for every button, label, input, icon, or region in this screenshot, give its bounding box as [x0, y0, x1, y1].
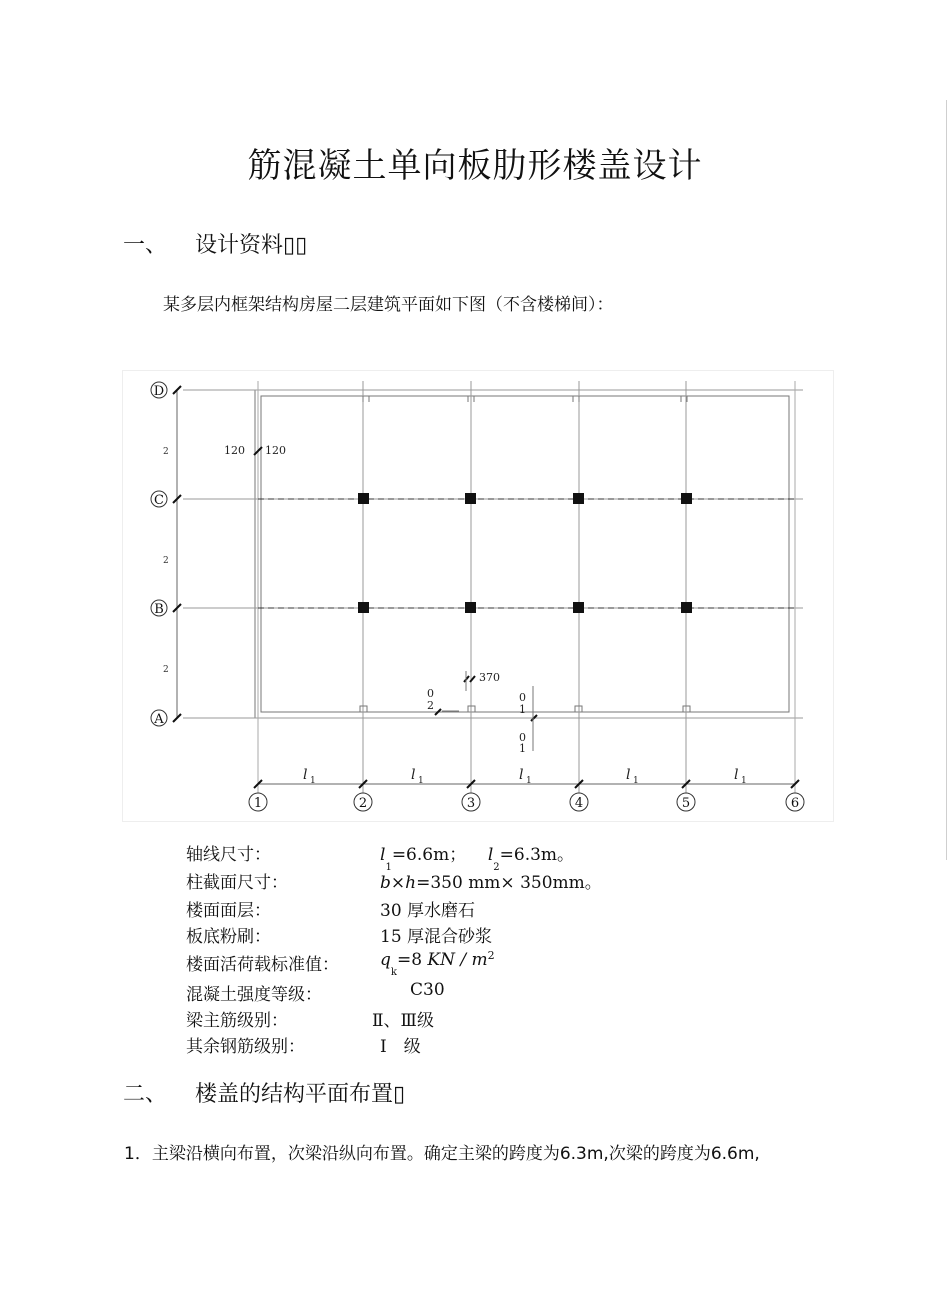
section-1-number: 一、 [123, 233, 168, 258]
axis-row-a: A [154, 712, 164, 727]
row-span-mark: 2 [163, 556, 169, 566]
spec-axis-label: 轴线尺寸： [186, 845, 271, 865]
spec-ceiling-label: 板底粉刷： [186, 927, 271, 947]
spec-other-rebar-label: 其余钢筋级别： [186, 1037, 305, 1057]
axis-col-1: 1 [253, 796, 263, 811]
row-span-mark: 2 [163, 665, 169, 675]
axis-l2-value: =6.3m。 [499, 845, 575, 865]
page-edge-line [946, 100, 947, 860]
spec-other-rebar-value: Ⅰ 级 [380, 1037, 421, 1057]
axis-row-c: C [154, 493, 164, 508]
spec-floor-value: 30 厚水磨石 [380, 901, 476, 921]
section-1-title: 设计资料▯▯ [195, 233, 308, 258]
span-sub: 1 [310, 776, 316, 786]
spec-concrete-value: C30 [410, 980, 445, 1000]
column [358, 602, 369, 613]
column [573, 602, 584, 613]
span-sub: 1 [418, 776, 424, 786]
spec-axis-value [380, 840, 575, 873]
spec-column-label: 柱截面尺寸： [186, 873, 288, 893]
spec-column-value: b×h=350 mm× 350mm。 [380, 873, 602, 893]
axis-col-6: 6 [790, 796, 800, 811]
section-2-heading [123, 1077, 405, 1108]
spec-floor-label: 楼面面层： [186, 901, 271, 921]
span-sub: 1 [526, 776, 532, 786]
small-dim: 1 [519, 742, 526, 755]
section-2-title: 楼盖的结构平面布置▯ [195, 1082, 406, 1107]
section-1-heading [123, 228, 307, 259]
spec-concrete-label: 混凝土强度等级： [186, 985, 322, 1005]
axis-col-4: 4 [574, 796, 584, 811]
column-dim: 370 [479, 671, 500, 684]
column [358, 493, 369, 504]
outer-wall-outer [255, 390, 795, 718]
axis-col-2: 2 [358, 796, 368, 811]
span-sub: 1 [741, 776, 747, 786]
spec-ceiling-value: 15 厚混合砂浆 [380, 927, 493, 947]
small-dim: 1 [519, 703, 526, 716]
axis-l1-symbol: l [380, 845, 386, 865]
wall-dim-left: 120 [224, 444, 245, 457]
small-dim: 2 [427, 699, 434, 712]
floor-plan-drawing [122, 370, 834, 822]
column [681, 602, 692, 613]
page-title: 筋混凝土单向板肋形楼盖设计 [247, 146, 703, 186]
axis-col-5: 5 [681, 796, 691, 811]
floor-plan-svg [123, 371, 833, 821]
column [681, 493, 692, 504]
outer-wall-inner [261, 396, 789, 712]
intro-paragraph: 某多层内框架结构房屋二层建筑平面如下图（不含楼梯间）： [163, 295, 614, 315]
column [465, 493, 476, 504]
spec-beam-rebar-value: Ⅱ、Ⅲ级 [372, 1011, 434, 1031]
span-label: l [626, 767, 631, 783]
small-dim: 0 [427, 687, 434, 700]
axis-row-b: B [154, 602, 164, 617]
small-dim: 0 [519, 731, 526, 744]
span-label: l [519, 767, 524, 783]
spec-live-load-value: $q_k=8$ KN / $m^2$ [380, 949, 495, 978]
wall-dim-right: 120 [265, 444, 286, 457]
spec-beam-rebar-label: 梁主筋级别： [186, 1011, 288, 1031]
axis-l1-sub: 1 [385, 862, 392, 873]
span-label: l [734, 767, 739, 783]
span-label: l [303, 767, 308, 783]
spec-live-load-label: 楼面活荷载标准值： [186, 955, 339, 975]
axis-row-d: D [153, 384, 165, 399]
row-span-mark: 2 [163, 447, 169, 457]
column [573, 493, 584, 504]
axis-l1-value: =6.6m； [391, 845, 467, 865]
axis-col-3: 3 [466, 796, 476, 811]
span-sub: 1 [633, 776, 639, 786]
axis-l2-sub: 2 [493, 862, 500, 873]
span-label: l [411, 767, 416, 783]
axis-l2-symbol: l [487, 845, 494, 865]
item-1-paragraph: 1．主梁沿横向布置，次梁沿纵向布置。确定主梁的跨度为6.3m,次梁的跨度为6.6m, [124, 1144, 760, 1164]
column [465, 602, 476, 613]
small-dim: 0 [519, 691, 526, 704]
section-2-number: 二、 [123, 1082, 168, 1107]
